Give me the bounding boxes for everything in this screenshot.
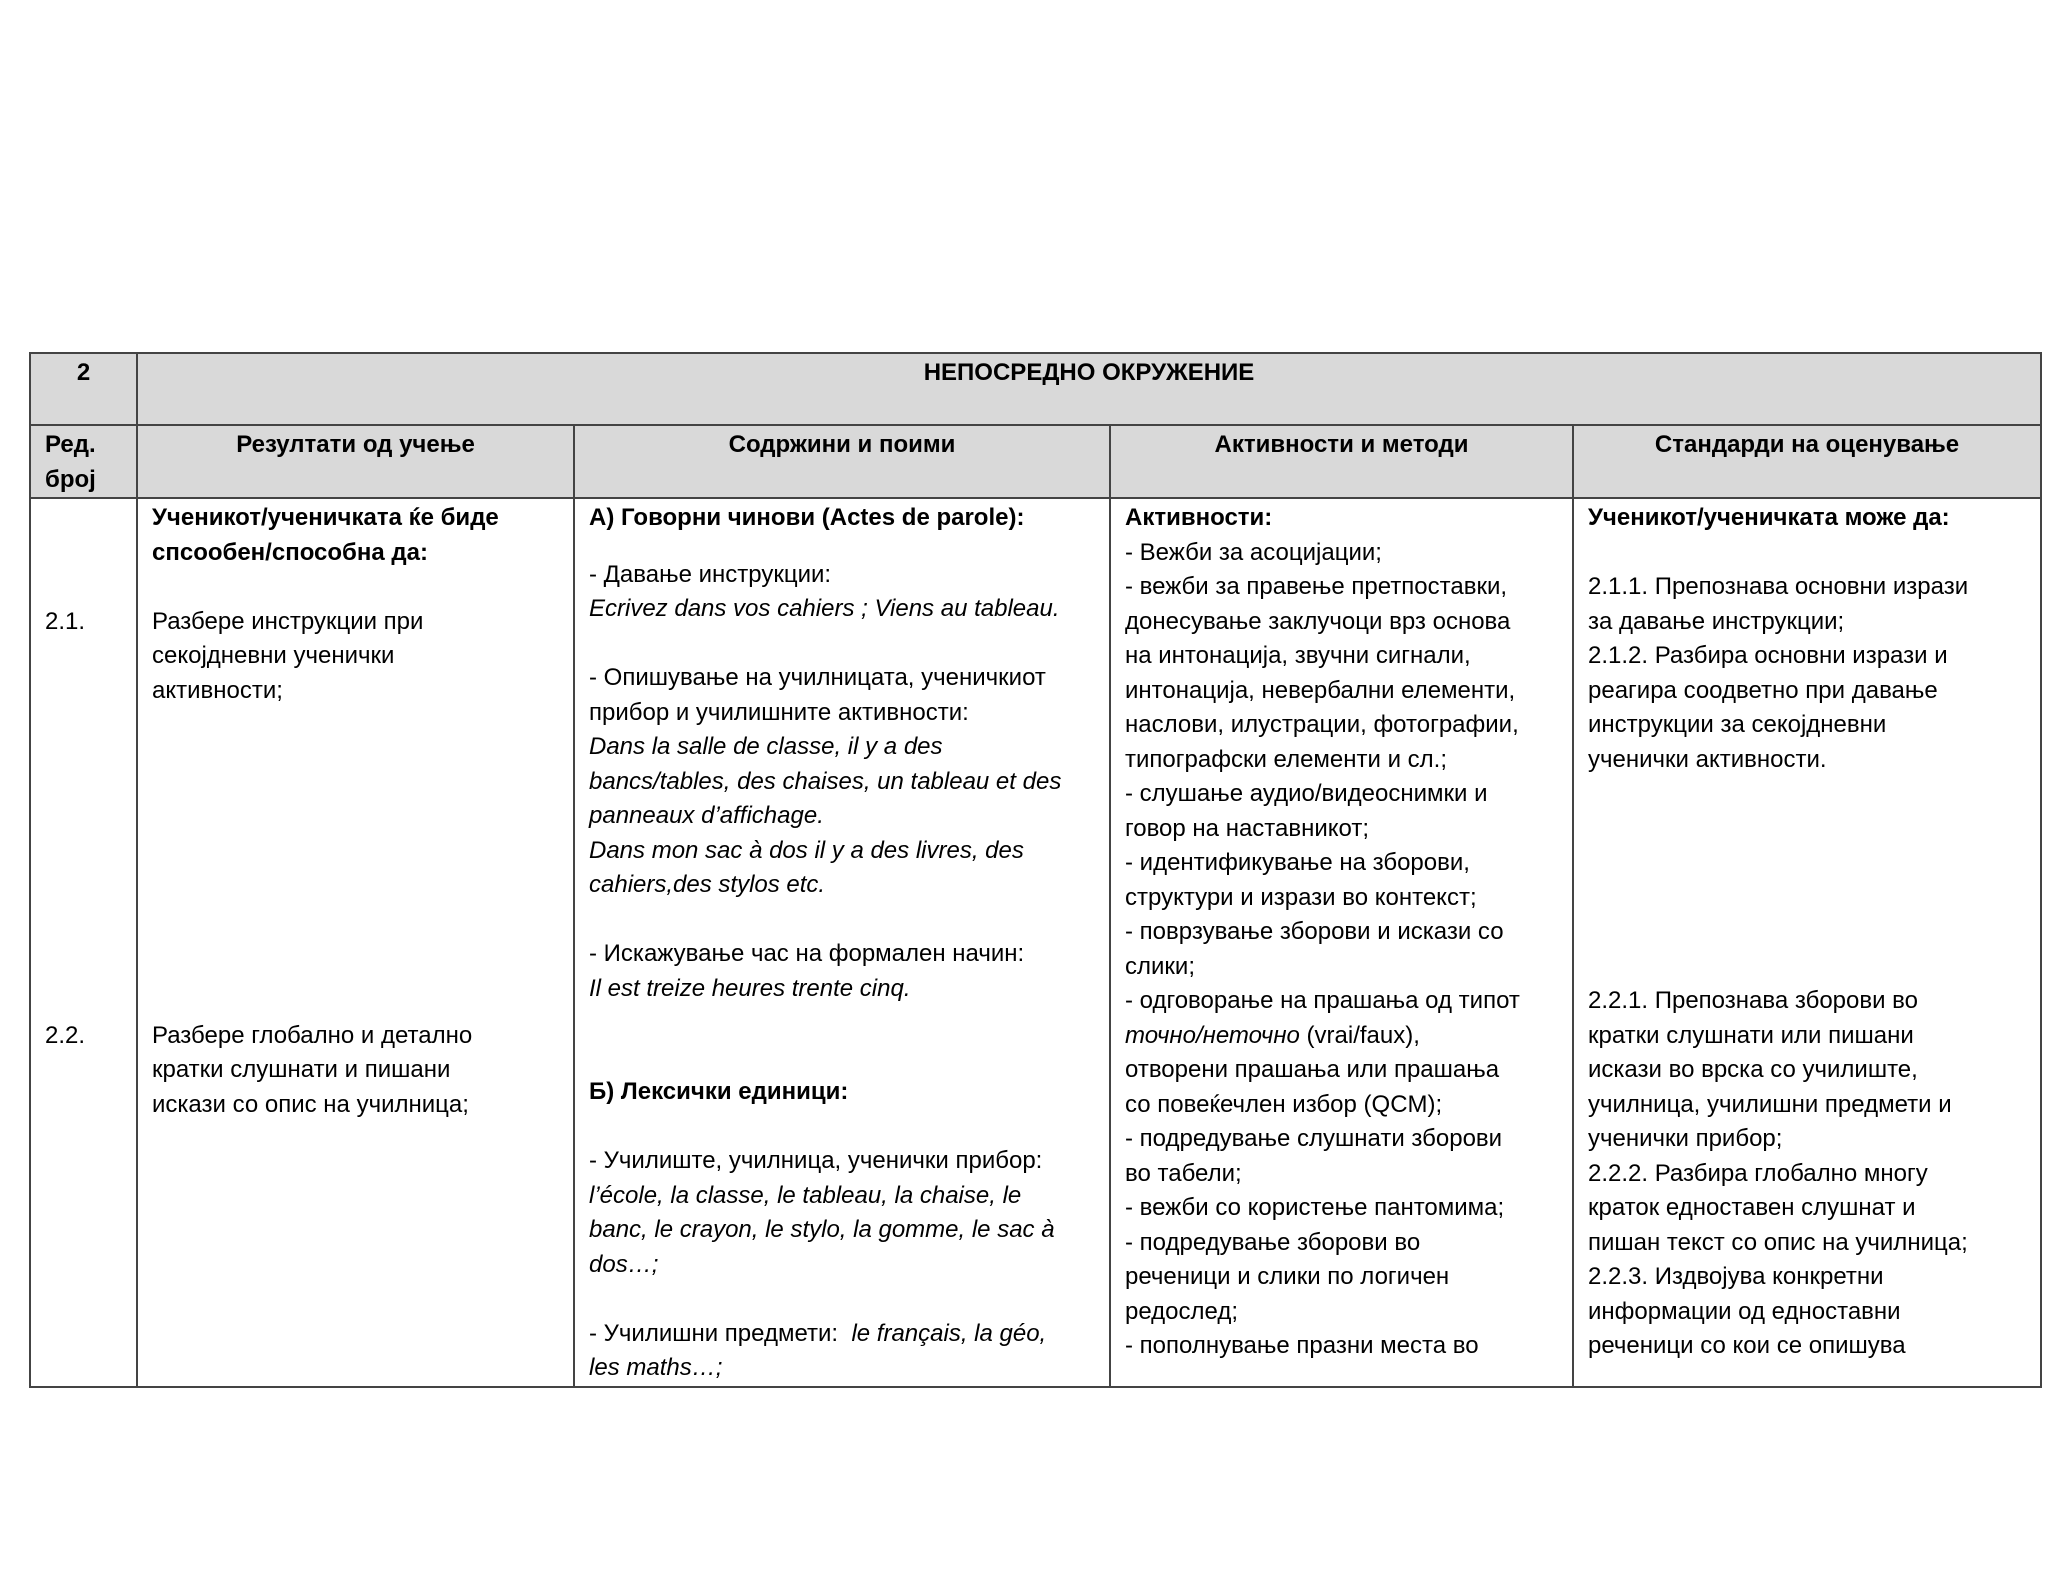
- header-standards: Стандарди на оценување: [1573, 425, 2041, 498]
- activity-line: - вежби за правење претпоставки,: [1125, 573, 1508, 600]
- results-intro-line2: спсообен/способна да:: [152, 538, 428, 566]
- header-row-number: [30, 425, 137, 498]
- standard-line: 2.2.2. Разбира глобално многу: [1588, 1159, 1928, 1187]
- standard-line: училница, училишни предмети и: [1588, 1090, 1952, 1118]
- standards-intro: Ученикот/ученичката може да:: [1588, 504, 1950, 531]
- activity-line: структури и изрази во контекст;: [1125, 883, 1477, 911]
- content-a1-label: - Давање инструкции:: [589, 560, 832, 588]
- standard-line: краток едноставен слушнат и: [1588, 1194, 1916, 1221]
- result-2-1-line3: активности;: [152, 676, 283, 704]
- result-2-1-line1: Разбере инструкции при: [152, 607, 424, 635]
- content-a2-example-line4: Dans mon sac à dos il y a des livres, des: [589, 836, 1024, 864]
- activity-line: наслови, илустрации, фотографии,: [1125, 711, 1519, 738]
- standard-line: 2.1.1. Препознава основни изрази: [1588, 573, 1969, 600]
- content-b1-example-line1: l’école, la classe, le tableau, la chaise, le: [589, 1181, 1022, 1209]
- content-a-title: А) Говорни чинови (Actes de parole):: [589, 504, 1025, 531]
- content-cell: [574, 498, 1110, 1387]
- activity-line: редослед;: [1125, 1297, 1239, 1325]
- content-a2-example-line2: bancs/tables, des chaises, un tableau et des: [589, 767, 1062, 795]
- column-header-row: [30, 425, 2041, 498]
- content-b2-label: - Училишни предмети:: [589, 1319, 852, 1347]
- standard-line: 2.2.1. Препознава зборови во: [1588, 987, 1919, 1014]
- section-header-row: [30, 353, 2041, 425]
- standard-line: реченици со кои се опишува: [1588, 1332, 1906, 1359]
- curriculum-table: [29, 352, 2042, 1388]
- activity-line: типографски елементи и сл.;: [1125, 745, 1447, 773]
- result-2-1-line2: секојдневни ученички: [152, 642, 395, 669]
- activity-italic-rest: (vrai/faux),: [1299, 1021, 1420, 1049]
- standard-line: информации од едноставни: [1588, 1297, 1901, 1325]
- content-b1-example-line2: banc, le crayon, le stylo, la gomme, le sac à: [589, 1216, 1055, 1243]
- content-b1-example-line3: dos…;: [589, 1250, 659, 1278]
- standard-line: инструкции за секојдневни: [1588, 711, 1887, 738]
- activity-line: интонација, невербални елементи,: [1125, 676, 1516, 704]
- activity-line: на интонација, звучни сигнали,: [1125, 642, 1471, 669]
- activity-italic-term: точно/неточно: [1125, 1021, 1300, 1049]
- numbers-cell: [30, 498, 137, 1387]
- header-activities: Активности и методи: [1110, 425, 1573, 498]
- standard-line: за давање инструкции;: [1588, 607, 1845, 635]
- content-a1-example: Ecrivez dans vos cahiers ; Viens au tableau.: [589, 595, 1060, 622]
- result-2-2-line1: Разбере глобално и детално: [152, 1021, 473, 1049]
- header-no-line2: број: [45, 465, 96, 493]
- standard-line: ученички прибор;: [1588, 1125, 1783, 1152]
- section-number: 2: [30, 353, 137, 425]
- activity-line-mixed: [1125, 1019, 1558, 1054]
- standard-line: кратки слушнати или пишани: [1588, 1021, 1914, 1049]
- activities-cell: [1110, 498, 1573, 1387]
- activities-title: Активности:: [1125, 504, 1273, 531]
- standard-line: 2.1.2. Разбира основни изрази и: [1588, 642, 1948, 669]
- activity-line: - поврзување зборови и искази со: [1125, 918, 1504, 945]
- content-a2-label-line1: - Опишување на училницата, ученичкиот: [589, 664, 1046, 691]
- standards-cell: [1573, 498, 2041, 1387]
- content-a2-example-line3: panneaux d’affichage.: [589, 802, 824, 829]
- content-b-title: Б) Лексички единици:: [589, 1078, 849, 1105]
- activity-line: - слушање аудио/видеоснимки и: [1125, 780, 1488, 807]
- activity-line: во табели;: [1125, 1159, 1242, 1187]
- activity-line: реченици и слики по логичен: [1125, 1263, 1450, 1290]
- results-intro-line1: Ученикот/ученичката ќе биде: [152, 504, 499, 531]
- content-b2-example-line2: les maths…;: [589, 1354, 723, 1381]
- row-number-2-1: 2.1.: [45, 607, 86, 635]
- activity-line: - пополнување празни места во: [1125, 1332, 1479, 1359]
- content-b2-example-line1: le français, la géo,: [851, 1319, 1047, 1347]
- result-2-2-line3: искази со опис на училница;: [152, 1090, 469, 1118]
- activity-line: - Вежби за асоцијации;: [1125, 538, 1382, 566]
- standard-line: искази во врска со училиште,: [1588, 1056, 1918, 1083]
- activity-line: - подредување зборови во: [1125, 1228, 1421, 1256]
- content-b1-label: - Училиште, училница, ученички прибор:: [589, 1147, 1043, 1174]
- activity-line: - одговорање на прашања од типот: [1125, 987, 1520, 1014]
- row-number-2-2: 2.2.: [45, 1021, 86, 1049]
- standard-line: пишан текст со опис на училница;: [1588, 1228, 1968, 1256]
- content-a2-label-line2: прибор и училишните активности:: [589, 698, 969, 726]
- activity-line: донесување заклучоци врз основа: [1125, 607, 1511, 635]
- activity-line: - вежби со користење пантомима;: [1125, 1194, 1505, 1221]
- header-results: Резултати од учење: [137, 425, 574, 498]
- standard-line: 2.2.3. Издвојува конкретни: [1588, 1263, 1884, 1290]
- results-cell: [137, 498, 574, 1387]
- result-2-2-line2: кратки слушнати и пишани: [152, 1056, 451, 1083]
- header-no-line1: Ред.: [45, 431, 96, 458]
- table-row: [30, 498, 2041, 1387]
- content-a2-example-line1: Dans la salle de classe, il y a des: [589, 733, 943, 760]
- header-content: Содржини и поими: [574, 425, 1110, 498]
- standard-line: ученички активности.: [1588, 745, 1827, 773]
- standard-line: реагира соодветно при давање: [1588, 676, 1938, 704]
- content-a3-label: - Искажување час на формален начин:: [589, 940, 1025, 967]
- activity-line: отворени прашања или прашања: [1125, 1056, 1500, 1083]
- content-a3-example: Il est treize heures trente cinq.: [589, 974, 911, 1002]
- content-a2-example-line5: cahiers,des stylos etc.: [589, 871, 826, 898]
- section-title: НЕПОСРЕДНО ОКРУЖЕНИЕ: [137, 353, 2041, 425]
- content-b2-line1: [589, 1317, 1095, 1352]
- activity-line: говор на наставникот;: [1125, 814, 1370, 842]
- activity-line: со повеќечлен избор (QCM);: [1125, 1090, 1443, 1118]
- activity-line: слики;: [1125, 952, 1195, 980]
- activity-line: - идентификување на зборови,: [1125, 849, 1470, 876]
- activity-line: - подредување слушнати зборови: [1125, 1125, 1503, 1152]
